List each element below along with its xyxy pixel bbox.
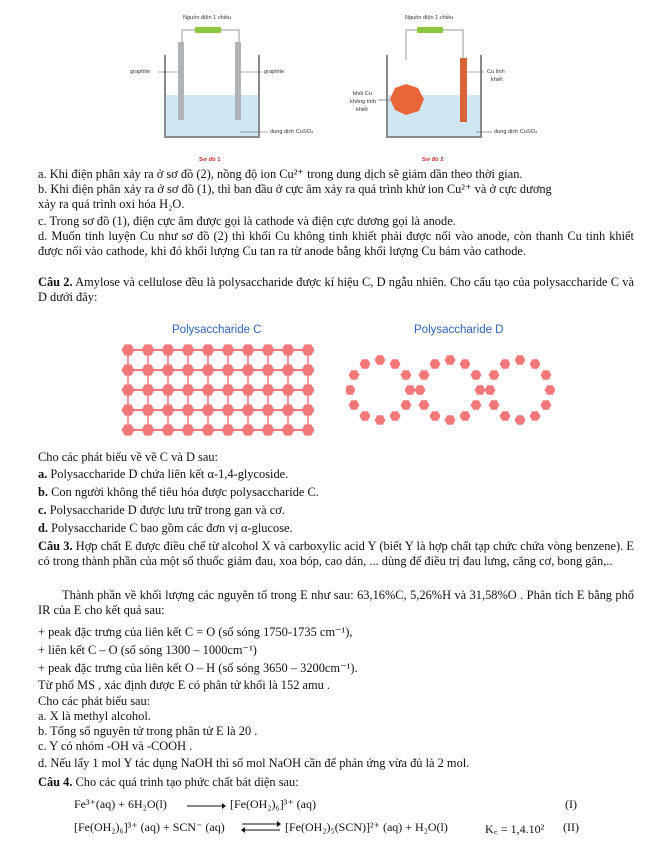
q3-composition: Thành phần về khối lượng các nguyên tố trong E như sau: 63,16%C, 5,26%H và 31,58%O . Phân tích E bằng phổ IR của E cho kết quả sau: [38,588,634,617]
glucose-unit [142,404,155,415]
glucose-unit [415,385,426,395]
glucose-unit [182,384,195,395]
glucose-unit [541,400,552,410]
glucose-unit [346,385,356,395]
graphite-electrode-right [235,42,241,120]
glucose-unit [222,424,235,435]
caption-diagram-1: Sơ đồ 1 [199,157,221,163]
glucose-unit [489,370,500,380]
q3-ir-2: + liên kết C – O (số sóng 1300 – 1000cm⁻¹) [38,643,257,657]
glucose-unit [545,385,556,395]
glucose-unit [475,385,486,395]
glucose-unit [302,344,315,355]
glucose-unit [222,344,235,355]
q2-item-d: d. Polysaccharide C bao gồm các đơn vị α-glucose. [38,521,293,535]
q3-ms: Từ phổ MS , xác định được E có phân tử khối là 152 amu . [38,678,331,692]
glucose-unit [162,384,175,395]
glucose-unit [222,364,235,375]
glucose-unit [142,384,155,395]
glucose-unit [242,344,255,355]
glucose-unit [162,364,175,375]
glucose-unit [282,364,295,375]
q2-label: Câu 2. [38,275,73,289]
solution-label-2: dung dịch CuSO₄ [494,129,538,135]
glucose-unit [515,415,526,425]
power-label-2: Nguồn điện 1 chiều [405,15,454,21]
q4-intro: Câu 4. Cho các quá trình tạo phức chất bát diện sau: [38,775,299,789]
equilibrium-arrow-icon [241,820,281,834]
q4-eq1-left: Fe³⁺(aq) + 6H₂O(l) [74,797,167,811]
q3-ir-3: + peak đặc trưng của liên kết O – H (số sóng 3650 – 3200cm⁻¹). [38,661,358,675]
glucose-unit [182,424,195,435]
q2-intro-text: Amylose và cellulose đều là polysaccharide được kí hiệu C, D ngẫu nhiên. Cho cấu tạo của polysaccharide C và D dưới đây: [38,275,634,304]
q1-statement-c: c. Trong sơ đồ (1), điện cực âm được gọi là cathode và điện cực dương gọi là anode. [38,214,456,228]
glucose-unit [182,364,195,375]
glucose-unit [515,355,526,365]
glucose-unit [500,359,511,369]
glucose-unit [242,404,255,415]
power-label-1: Nguồn điện 1 chiều [183,15,232,21]
glucose-unit [390,411,401,421]
glucose-unit [401,370,412,380]
title-polysaccharide-c: Polysaccharide C [172,324,262,336]
pure-copper-rod [460,58,467,122]
glucose-unit [471,370,482,380]
glucose-unit [282,384,295,395]
q3-item-a: a. X là methyl alcohol. [38,709,151,723]
glucose-unit [302,404,315,415]
q1-statement-a: a. Khi điện phân xảy ra ở sơ đồ (2), nồng độ ion Cu²⁺ trong dung dịch sẽ giảm dần theo thời gian. [38,167,523,181]
glucose-unit [445,415,456,425]
q3-prompt: Cho các phát biểu sau: [38,694,151,708]
glucose-unit [242,424,255,435]
glucose-unit [375,355,386,365]
q2-item-a: a. Polysaccharide D chứa liên kết α-1,4-glycoside. [38,467,289,481]
glucose-unit [282,344,295,355]
glucose-unit [202,424,215,435]
q3-ir-1: + peak đặc trưng của liên kết C = O (số sóng 1750-1735 cm⁻¹), [38,625,353,639]
glucose-unit [390,359,401,369]
q1-statement-b-line2: xảy ra quá trình oxi hóa H₂O. [38,197,185,211]
glucose-unit [262,364,275,375]
q1-statement-b-line1: b. Khi điện phân xảy ra ở sơ đồ (1), thì ban đầu ở cực âm xảy ra quá trình khử ion Cu²⁺ và ở cực dương [38,182,552,196]
glucose-unit [142,364,155,375]
glucose-unit [485,385,496,395]
glucose-unit [360,359,371,369]
glucose-unit [375,415,386,425]
glucose-unit [222,404,235,415]
glucose-unit [182,344,195,355]
q2-item-c: c. Polysaccharide D được lưu trữ trong gan và cơ. [38,503,285,517]
forward-arrow-icon [186,800,226,812]
glucose-unit [302,384,315,395]
copper-block-label-1: khối Cu [353,91,372,97]
glucose-unit [122,344,135,355]
diagram-1 [158,27,268,137]
caption-diagram-2: Sơ đồ 2 [422,157,444,163]
q3-item-d: d. Nếu lấy 1 mol Y tác dụng NaOH thì số mol NaOH cần để phản ứng vừa đủ là 2 mol. [38,756,470,770]
glucose-unit [142,424,155,435]
copper-block-label-2: không tinh [350,99,376,105]
q4-eq2-tag: (II) [563,820,579,834]
glucose-unit [445,355,456,365]
glucose-unit [122,384,135,395]
glucose-unit [349,400,360,410]
glucose-unit [360,411,371,421]
glucose-unit [262,424,275,435]
q4-eq1-right: [Fe(OH₂)₆]³⁺ (aq) [230,797,316,811]
pure-cu-label-2: khiết [491,77,503,83]
q2-intro [38,275,634,304]
glucose-unit [122,364,135,375]
glucose-unit [460,411,471,421]
glucose-unit [282,424,295,435]
glucose-unit [541,370,552,380]
glucose-unit [430,411,441,421]
glucose-unit [222,384,235,395]
electrolysis-diagrams [0,0,664,170]
glucose-unit [471,400,482,410]
glucose-unit [430,359,441,369]
title-polysaccharide-d: Polysaccharide D [414,324,504,336]
q4-eq2-left: [Fe(OH₂)₆]³⁺ (aq) + SCN⁻ (aq) [74,820,225,834]
glucose-unit [302,424,315,435]
graphite-label-left: graphite [130,69,151,75]
glucose-unit [122,424,135,435]
glucose-unit [401,400,412,410]
q2-prompt: Cho các phát biểu về về C và D sau: [38,450,218,464]
graphite-label-right: graphite [264,69,285,75]
glucose-unit [202,404,215,415]
q2-item-b: b. Con người không thể tiêu hóa được polysaccharide C. [38,485,319,499]
glucose-unit [182,404,195,415]
glucose-unit [460,359,471,369]
q3-intro: Câu 3. Hợp chất E được điều chế từ alcohol X và carboxylic acid Y (biết Y là hợp chất tạp chức chứa vòng benzene). E có trong thành phần của một số thuốc giảm đau, xoa bóp, cao dán, ... dùng để điều trị đau lưng, căng cơ, bong gân,.. [38,539,634,568]
battery-2 [417,27,443,33]
glucose-unit [262,344,275,355]
glucose-unit [162,404,175,415]
q4-eq1-tag: (I) [565,797,577,811]
battery-1 [195,27,221,33]
glucose-unit [500,411,511,421]
glucose-unit [282,404,295,415]
glucose-unit [302,364,315,375]
glucose-unit [202,384,215,395]
polysaccharide-c-structure [118,342,318,438]
q3-item-c: c. Y có nhóm -OH và -COOH . [38,739,193,753]
glucose-unit [419,370,430,380]
glucose-unit [262,404,275,415]
glucose-unit [419,400,430,410]
glucose-unit [242,364,255,375]
glucose-unit [262,384,275,395]
glucose-unit [242,384,255,395]
q4-eq2-kc: K꜀ = 1,4.10² [485,822,545,836]
polysaccharide-d-structure [346,342,556,438]
diagram-2 [378,27,492,137]
q4-eq2-right: [Fe(OH₂)₅(SCN)]²⁺ (aq) + H₂O(l) [285,820,448,834]
graphite-electrode-left [178,42,184,120]
glucose-unit [530,411,541,421]
glucose-unit [202,364,215,375]
copper-block-label-3: khiết [356,107,368,113]
glucose-unit [489,400,500,410]
glucose-unit [202,344,215,355]
glucose-unit [405,385,416,395]
glucose-unit [142,344,155,355]
pure-cu-label-1: Cu tinh [487,69,505,75]
glucose-unit [530,359,541,369]
solution-label-1: dung dịch CuSO₄ [270,129,314,135]
glucose-unit [162,344,175,355]
glucose-unit [349,370,360,380]
glucose-unit [122,404,135,415]
glucose-unit [162,424,175,435]
q3-item-b: b. Tổng số nguyên tử trong phân tử E là 20 . [38,724,258,738]
q1-statement-d: d. Muốn tinh luyện Cu như sơ đồ (2) thì khối Cu không tinh khiết phải được nối vào anode, còn thanh Cu tinh khiết được nối vào cathode, khi đó khối lượng Cu tan ra từ anode bằng khối lượng Cu bám vào cathode. [38,229,634,258]
